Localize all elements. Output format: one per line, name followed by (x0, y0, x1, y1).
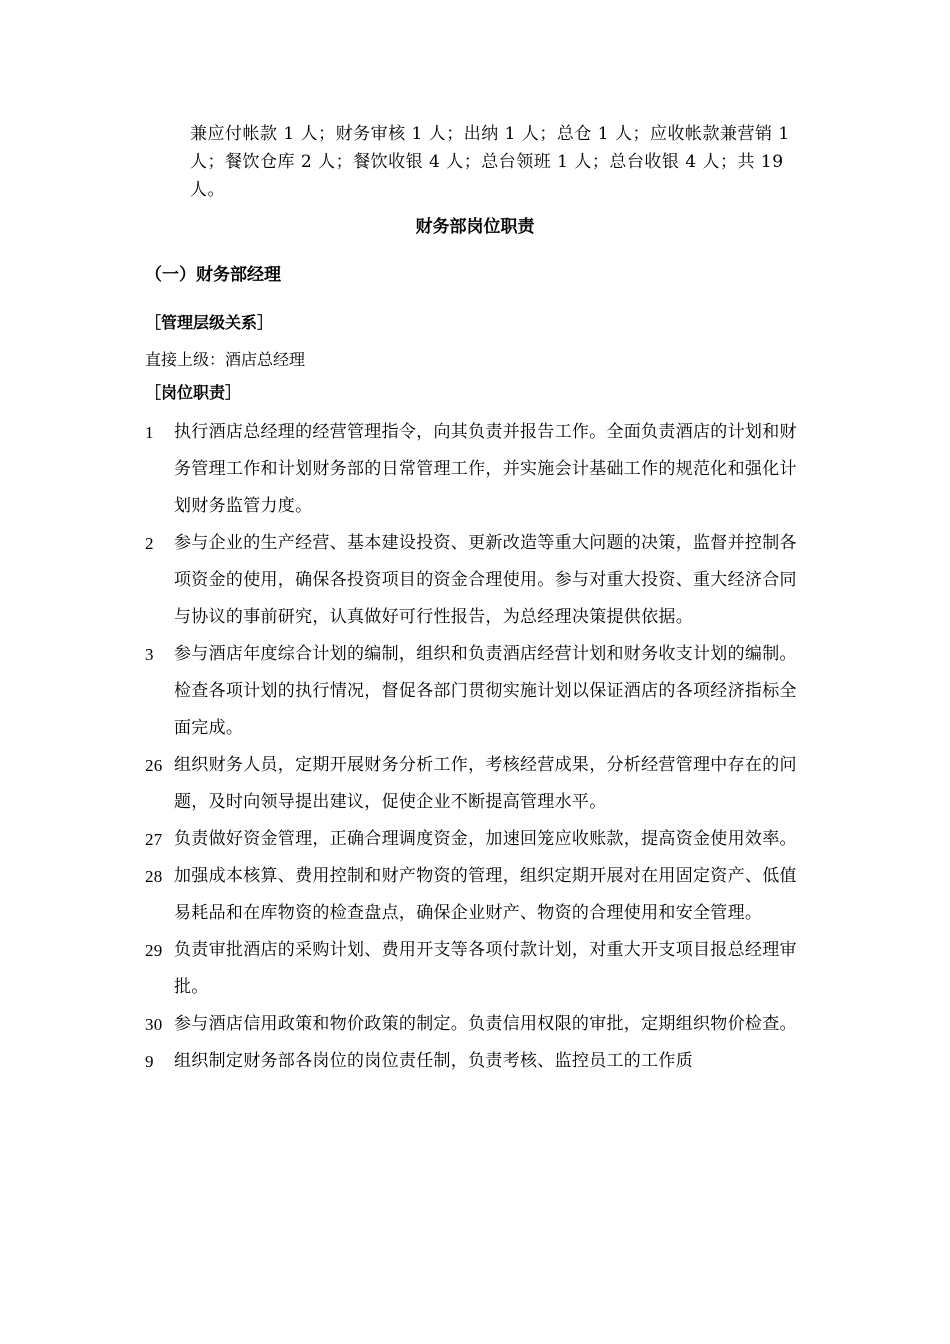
list-item (145, 821, 807, 858)
item-text: 参与酒店年度综合计划的编制，组织和负责酒店经营计划和财务收支计划的编制。检查各项计划的执行情况，督促各部门贯彻实施计划以保证酒店的各项经济指标全面完成。 (174, 644, 797, 738)
item-number: 9 (145, 1052, 154, 1071)
section-heading: （一）财务部经理 (145, 265, 281, 285)
direct-superior-line: 直接上级：酒店总经理 (145, 350, 306, 369)
item-number: 29 (145, 941, 163, 960)
item-text: 参与企业的生产经营、基本建设投资、更新改造等重大问题的决策，监督并控制各项资金的使用，确保各投资项目的资金合理使用。参与对重大投资、重大经济合同与协议的事前研究，认真做好可行性报告，为总经理决策提供依据。 (174, 533, 797, 627)
item-number: 3 (145, 645, 154, 664)
list-item (145, 747, 807, 821)
list-item (145, 1043, 807, 1080)
item-text: 执行酒店总经理的经营管理指令，向其负责并报告工作。全面负责酒店的计划和财务管理工作和计划财务部的日常管理工作，并实施会计基础工作的规范化和强化计划财务监管力度。 (174, 422, 797, 516)
item-number: 26 (145, 756, 163, 775)
list-item (145, 1006, 807, 1043)
item-text: 负责做好资金管理，正确合理调度资金，加速回笼应收账款，提高资金使用效率。 (174, 829, 797, 849)
item-number: 1 (145, 423, 154, 442)
item-number: 30 (145, 1015, 163, 1034)
list-item (145, 525, 807, 636)
item-text: 组织财务人员，定期开展财务分析工作，考核经营成果，分析经营管理中存在的问题，及时向领导提出建议，促使企业不断提高管理水平。 (174, 755, 797, 812)
item-number: 2 (145, 534, 154, 553)
page-title: 财务部岗位职责 (415, 217, 535, 237)
list-item (145, 636, 807, 747)
item-number: 28 (145, 867, 163, 886)
item-number: 27 (145, 830, 163, 849)
list-item (145, 858, 807, 932)
management-hierarchy-heading: ［管理层级关系］ (145, 313, 274, 332)
item-text: 负责审批酒店的采购计划、费用开支等各项付款计划，对重大开支项目报总经理审批。 (174, 940, 797, 997)
duties-list (145, 414, 807, 1080)
staffing-paragraph: 兼应付帐款 1 人；财务审核 1 人；出纳 1 人；总仓 1 人；应收帐款兼营销 1 人；餐饮仓库 2 人；餐饮收银 4 人；总台领班 1 人；总台收银 4 人；共 19 人。 (190, 124, 790, 200)
item-text: 组织制定财务部各岗位的岗位责任制，负责考核、监控员工的工作质 (174, 1051, 693, 1071)
list-item (145, 932, 807, 1006)
item-text: 参与酒店信用政策和物价政策的制定。负责信用权限的审批，定期组织物价检查。 (174, 1014, 797, 1034)
item-text: 加强成本核算、费用控制和财产物资的管理，组织定期开展对在用固定资产、低值易耗品和在库物资的检查盘点，确保企业财产、物资的合理使用和安全管理。 (174, 866, 797, 923)
duties-heading: ［岗位职责］ (145, 383, 242, 402)
list-item (145, 414, 807, 525)
